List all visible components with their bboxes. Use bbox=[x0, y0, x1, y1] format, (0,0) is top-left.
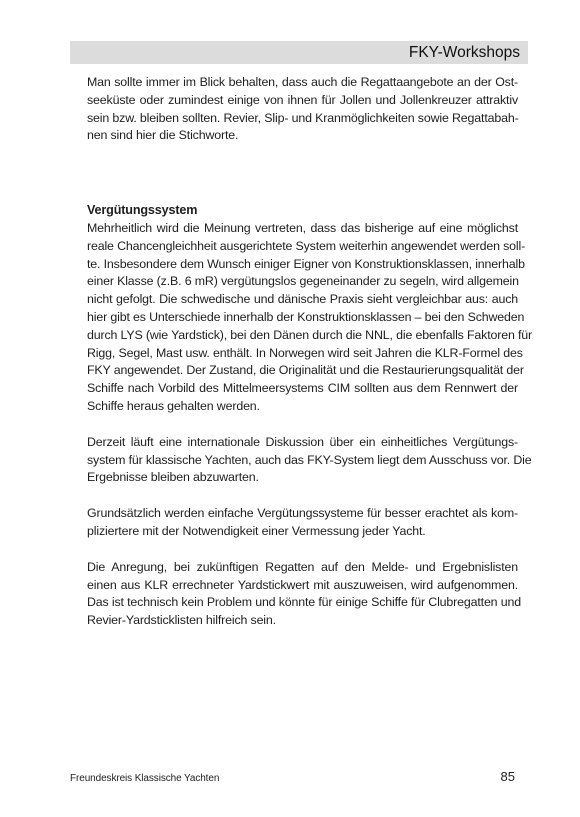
page-number: 85 bbox=[500, 769, 515, 784]
text-line: te. Insbesondere dem Wunsch einiger Eigner von Konstruktionsklassen, innerhalb bbox=[87, 256, 525, 271]
intro-paragraph bbox=[87, 74, 518, 145]
text-line: durch LYS (wie Yardstick), bei den Dänen durch die NNL, die ebenfalls Faktoren für bbox=[87, 327, 533, 342]
text-line: einen aus KLR errechneter Yardstickwert mit auszuweisen, wird aufgenommen. bbox=[87, 577, 518, 592]
text-line: reale Chancengleichheit ausgerichtete System weiterhin angewendet werden soll- bbox=[87, 238, 526, 253]
text-line: sein bzw. bleiben sollten. Revier, Slip- und Kranmöglichkeiten sowie Regattabah- bbox=[87, 110, 519, 125]
text-line: nicht gefolgt. Die schwedische und dänische Praxis sieht vergleichbar aus: auch bbox=[87, 292, 518, 307]
body-paragraph bbox=[87, 559, 521, 630]
text-line: seeküste oder zumindest einige von ihnen für Jollen und Jollenkreuzer attraktiv bbox=[87, 92, 518, 107]
header-title: FKY-Workshops bbox=[408, 44, 520, 61]
body-paragraph bbox=[87, 434, 532, 487]
text-line: Schiffe nach Vorbild des Mittelmeersystems CIM sollten aus dem Rennwert der bbox=[87, 381, 518, 396]
text-line: Grundsätzlich werden einfache Vergütungssysteme für besser erachtet als kom- bbox=[87, 506, 518, 521]
text-line: Revier-Yardsticklisten hilfreich sein. bbox=[87, 613, 276, 628]
running-header bbox=[70, 41, 528, 64]
text-line: einer Klasse (z.B. 6 mR) vergütungslos gegeneinander zu segeln, wird allgemein bbox=[87, 274, 519, 289]
text-line: FKY angewendet. Der Zustand, die Originalität und die Restaurierungsqualität der bbox=[87, 363, 524, 378]
text-line: Das ist technisch kein Problem und könnte für einige Schiffe für Clubregatten und bbox=[87, 595, 521, 610]
text-line: Schiffe heraus gehalten werden. bbox=[87, 398, 260, 413]
text-line: Ergebnisse bleiben abzuwarten. bbox=[87, 470, 259, 485]
text-line: system für klassische Yachten, auch das FKY-System liegt dem Ausschuss vor. Die bbox=[87, 452, 532, 467]
body-paragraph bbox=[87, 220, 533, 416]
body-paragraph bbox=[87, 505, 518, 541]
text-line: hier gibt es Unterschiede innerhalb der Konstruktionsklassen – bei den Schweden bbox=[87, 309, 525, 324]
text-line: Die Anregung, bei zukünftigen Regatten auf den Melde- und Ergebnislisten bbox=[87, 559, 518, 574]
page-content bbox=[87, 74, 533, 630]
text-line: Rigg, Segel, Mast usw. enthält. In Norwegen wird seit Jahren die KLR-Formel des bbox=[87, 345, 523, 360]
text-line: Mehrheitlich wird die Meinung vertreten, dass das bisherige auf eine möglichst bbox=[87, 220, 518, 235]
text-line: nen sind hier die Stichworte. bbox=[87, 128, 239, 143]
text-line: Man sollte immer im Blick behalten, dass auch die Regattaangebote an der Ost- bbox=[87, 75, 518, 89]
text-line: Derzeit läuft eine internationale Diskussion über ein einheitliches Vergütungs- bbox=[87, 434, 518, 449]
section-heading: Vergütungssystem bbox=[87, 203, 198, 218]
footer-publisher: Freundeskreis Klassische Yachten bbox=[70, 773, 220, 784]
text-line: pliziertere mit der Notwendigkeit einer Vermessung jeder Yacht. bbox=[87, 523, 426, 538]
